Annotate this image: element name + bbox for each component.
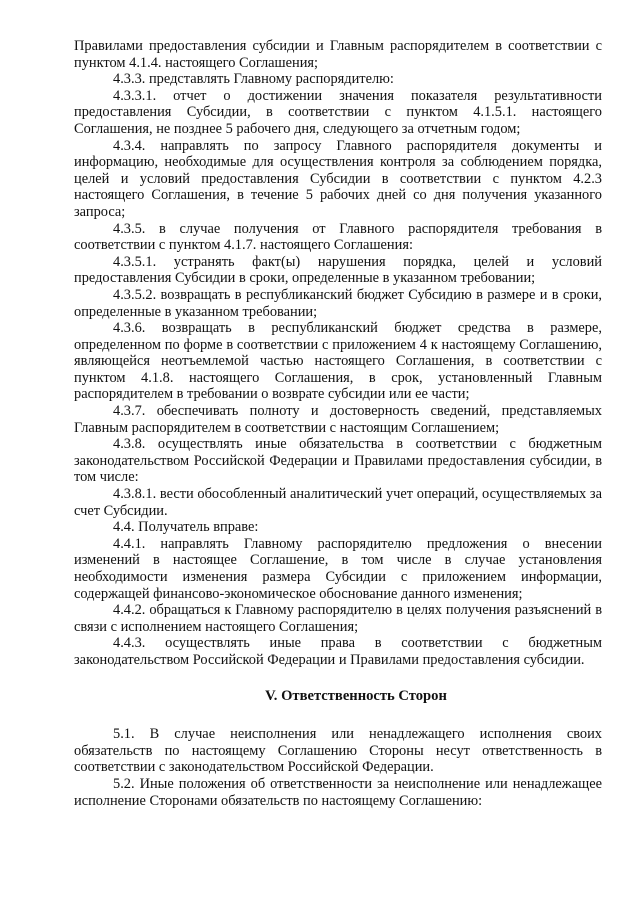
paragraph-4-3-3: 4.3.3. представлять Главному распорядителю: bbox=[113, 71, 394, 88]
paragraph-continuation: Правилами предоставления субсидии и Главным распорядителем в соответствии с пунктом 4.1.4. настоящего Соглашения; bbox=[74, 38, 602, 71]
paragraph-4-3-5-2: 4.3.5.2. возвращать в республиканский бюджет Субсидию в размере и в сроки, определенные в указанном требовании; bbox=[74, 286, 602, 320]
paragraph-4-3-8-1: 4.3.8.1. вести обособленный аналитический учет операций, осуществляемых за счет Субсидии. bbox=[74, 486, 602, 519]
document-page bbox=[74, 38, 602, 809]
paragraph-4-3-7: 4.3.7. обеспечивать полноту и достоверность сведений, представляемых Главным распорядителем в соответствии с настоящим Соглашением; bbox=[74, 403, 602, 436]
paragraph-4-4: 4.4. Получатель вправе: bbox=[113, 519, 259, 536]
paragraph-5-2: 5.2. Иные положения об ответственности за неисполнение или ненадлежащее исполнение Сторонами обязательств по настоящему Соглашению: bbox=[74, 775, 602, 809]
paragraph-4-3-5-1: 4.3.5.1. устранять факт(ы) нарушения порядка, целей и условий предоставления Субсидии в сроки, определенные в указанном требовании; bbox=[74, 253, 602, 287]
paragraph-4-4-1: 4.4.1. направлять Главному распорядителю предложения о внесении изменений в настоящее Соглашение, в том числе в случае установления необходимости изменения размера Субсидии с приложением информации, содержащей финансово-экономическое обоснование данного изменения; bbox=[74, 535, 602, 602]
paragraph-4-3-3-1: 4.3.3.1. отчет о достижении значения показателя результативности предоставления Субсидии, в соответствии с пунктом 4.1.5.1. настоящего Соглашения, не позднее 5 рабочего дня, следующего за отчетным годом; bbox=[74, 87, 602, 137]
paragraph-5-1: 5.1. В случае неисполнения или ненадлежащего исполнения своих обязательств по настоящему Соглашению Стороны несут ответственность в соответствии с законодательством Российской Федерации. bbox=[74, 726, 602, 776]
paragraph-4-4-2: 4.4.2. обращаться к Главному распорядителю в целях получения разъяснений в связи с исполнением настоящего Соглашения; bbox=[74, 602, 602, 635]
paragraph-4-4-3: 4.4.3. осуществлять иные права в соответствии с бюджетным законодательством Российской Федерации и Правилами предоставления субсидии. bbox=[74, 635, 602, 668]
paragraph-4-3-8: 4.3.8. осуществлять иные обязательства в соответствии с бюджетным законодательством Российской Федерации и Правилами предоставления субсидии, в том числе: bbox=[74, 436, 602, 486]
paragraph-4-3-6: 4.3.6. возвращать в республиканский бюджет средства в размере, определенном по форме в соответствии с приложением 4 к настоящему Соглашению, являющейся неотъемлемой частью настоящего Соглашения, в соответствии с пунктом 4.1.8. настоящего Соглашения, в срок, установленный Главным распорядителем в требовании о возврате субсидии или ее части; bbox=[74, 320, 602, 403]
section-heading: V. Ответственность Сторон bbox=[265, 687, 447, 704]
paragraph-4-3-5: 4.3.5. в случае получения от Главного распорядителя требования в соответствии с пунктом 4.1.7. настоящего Соглашения: bbox=[74, 220, 602, 254]
paragraph-4-3-4: 4.3.4. направлять по запросу Главного распорядителя документы и информацию, необходимые для осуществления контроля за соблюдением порядка, целей и условий предоставления Субсидии в соответствии с пунктом 4.2.3 настоящего Соглашения, в течение 5 рабочих дней со дня получения указанного запроса; bbox=[74, 137, 602, 220]
